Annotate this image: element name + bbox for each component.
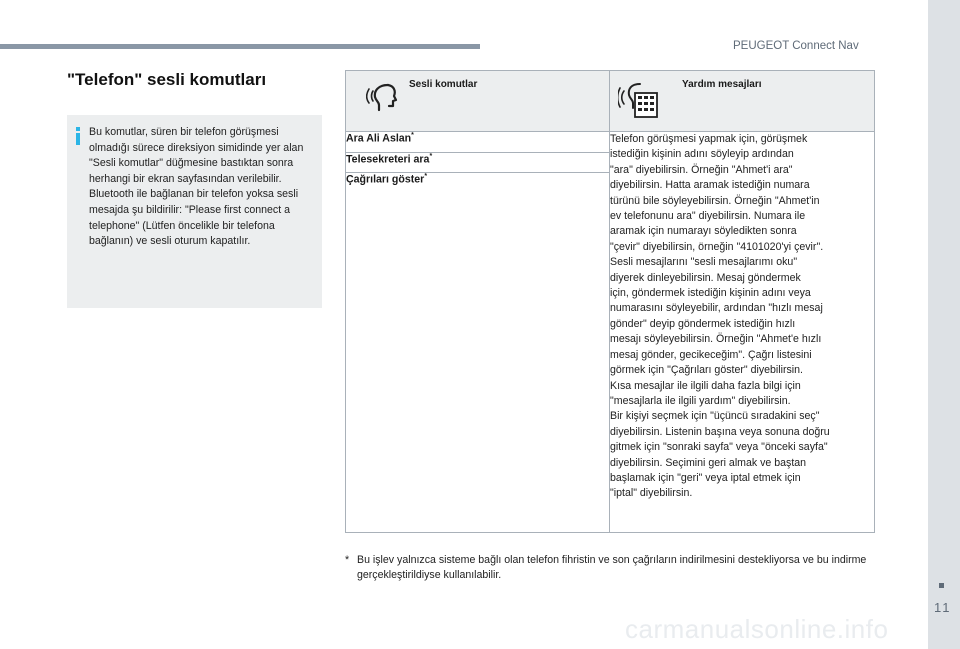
voice-command-table xyxy=(345,70,875,533)
page-side-strip xyxy=(928,0,960,649)
header-help-messages xyxy=(610,71,875,132)
footnote-text: Bu işlev yalnızca sisteme bağlı olan telefon fihristin ve son çağrıların indirilmesini destekliyorsa ve bu indirme gerçekleştirildiyse kullanılabilir. xyxy=(357,554,867,581)
command-cell xyxy=(346,132,610,153)
help-line: diyebilirsin. Hatta aramak istediğin numara xyxy=(610,179,810,192)
help-message-cell xyxy=(610,132,875,533)
help-line: Sesli mesajlarını "sesli mesajlarımı oku" xyxy=(610,256,798,269)
help-line: diyebilirsin. Listenin başına veya sonuna doğru xyxy=(610,425,830,438)
page-marker xyxy=(939,583,944,588)
footnote-mark: * xyxy=(345,554,350,566)
command-text: Çağrıları göster xyxy=(346,173,425,186)
help-line: diyebilirsin. Seçimini geri almak ve baştan xyxy=(610,456,807,469)
help-line: "iptal" diyebilirsin. xyxy=(610,487,693,500)
command-text: Ara Ali Aslan xyxy=(346,132,412,145)
info-text xyxy=(89,125,317,250)
help-line: türünü bile söyleyebilirsin. Örneğin "Ahmet'in xyxy=(610,194,820,207)
header-label: Sesli komutlar xyxy=(409,79,478,90)
help-line: mesajı söyleyebilirsin. Örneğin "Ahmet'e hızlı xyxy=(610,333,822,346)
footnote xyxy=(345,553,875,583)
page-number: 11 xyxy=(934,600,952,615)
info-icon xyxy=(75,127,81,145)
info-paragraph: Bu komutlar, süren bir telefon görüşmesi olmadığı sürece direksiyon simidinde yer alan "Sesli komutlar" düğmesine bastıktan sonra herhangi bir ekran sayfasından verilebilir. xyxy=(89,126,304,185)
help-line: "mesajlarla ile ilgili yardım" diyebilirsin. xyxy=(610,394,791,407)
footnote-mark: * xyxy=(411,132,414,139)
help-line: mesaj gönder, gecikeceğim". Çağrı listesini xyxy=(610,348,812,361)
help-line: numarasını söyleyebilir, ardından "hızlı mesaj xyxy=(610,302,823,315)
info-paragraph: Bluetooth ile bağlanan bir telefon yoksa sesli mesajda şu bildirilir: "Please first connect a telephone" (Lütfen öncelikle bir telefona bağlanın) ve sesli oturum kapatılır. xyxy=(89,188,299,248)
header-label: Yardım mesajları xyxy=(682,79,762,90)
section-title: "Telefon" sesli komutları xyxy=(67,70,267,89)
help-line: gitmek için "sonraki sayfa" veya "önceki sayfa" xyxy=(610,441,828,454)
help-line: Telefon görüşmesi yapmak için, görüşmek xyxy=(610,133,808,145)
help-line: görmek için "Çağrıları göster" diyebilirsin. xyxy=(610,364,803,377)
watermark: carmanualsonline.info xyxy=(625,614,889,644)
command-text: Telesekreteri ara xyxy=(346,153,430,166)
help-line: "çevir" diyebilirsin, örneğin "4101020'yi çevir". xyxy=(610,240,824,253)
header-voice-commands xyxy=(346,71,610,132)
help-line: Bir kişiyi seçmek için "üçüncü sıradakini seç" xyxy=(610,410,820,423)
info-box xyxy=(67,115,322,308)
help-line: "ara" diyebilirsin. Örneğin "Ahmet'i ara" xyxy=(610,163,793,176)
help-line: gönder" deyip göndermek istediğin hızlı xyxy=(610,317,796,330)
help-line: diyerek dinleyebilirsin. Mesaj göndermek xyxy=(610,271,801,284)
footnote-mark: * xyxy=(429,152,433,160)
voice-command-icon xyxy=(366,81,400,116)
table-header-row xyxy=(346,71,875,132)
command-cell xyxy=(346,152,610,173)
help-line: başlamak için "geri" veya iptal etmek için xyxy=(610,471,801,484)
help-line: ev telefonunu ara" diyebilirsin. Numara ile xyxy=(610,210,806,223)
footnote-mark: * xyxy=(424,173,428,181)
header-brand: PEUGEOT Connect Nav xyxy=(733,40,859,52)
table-row xyxy=(346,132,875,153)
help-line: istediğin kişinin adını söyleyip ardından xyxy=(610,148,794,161)
command-cell xyxy=(346,173,610,533)
help-line: için, göndermek istediğin kişinin adını veya xyxy=(610,287,811,300)
help-line: Kısa mesajlar ile ilgili daha fazla bilgi için xyxy=(610,379,801,392)
top-accent-bar xyxy=(0,44,480,49)
help-message-icon xyxy=(618,81,660,124)
help-line: aramak için numarayı söyledikten sonra xyxy=(610,225,797,238)
